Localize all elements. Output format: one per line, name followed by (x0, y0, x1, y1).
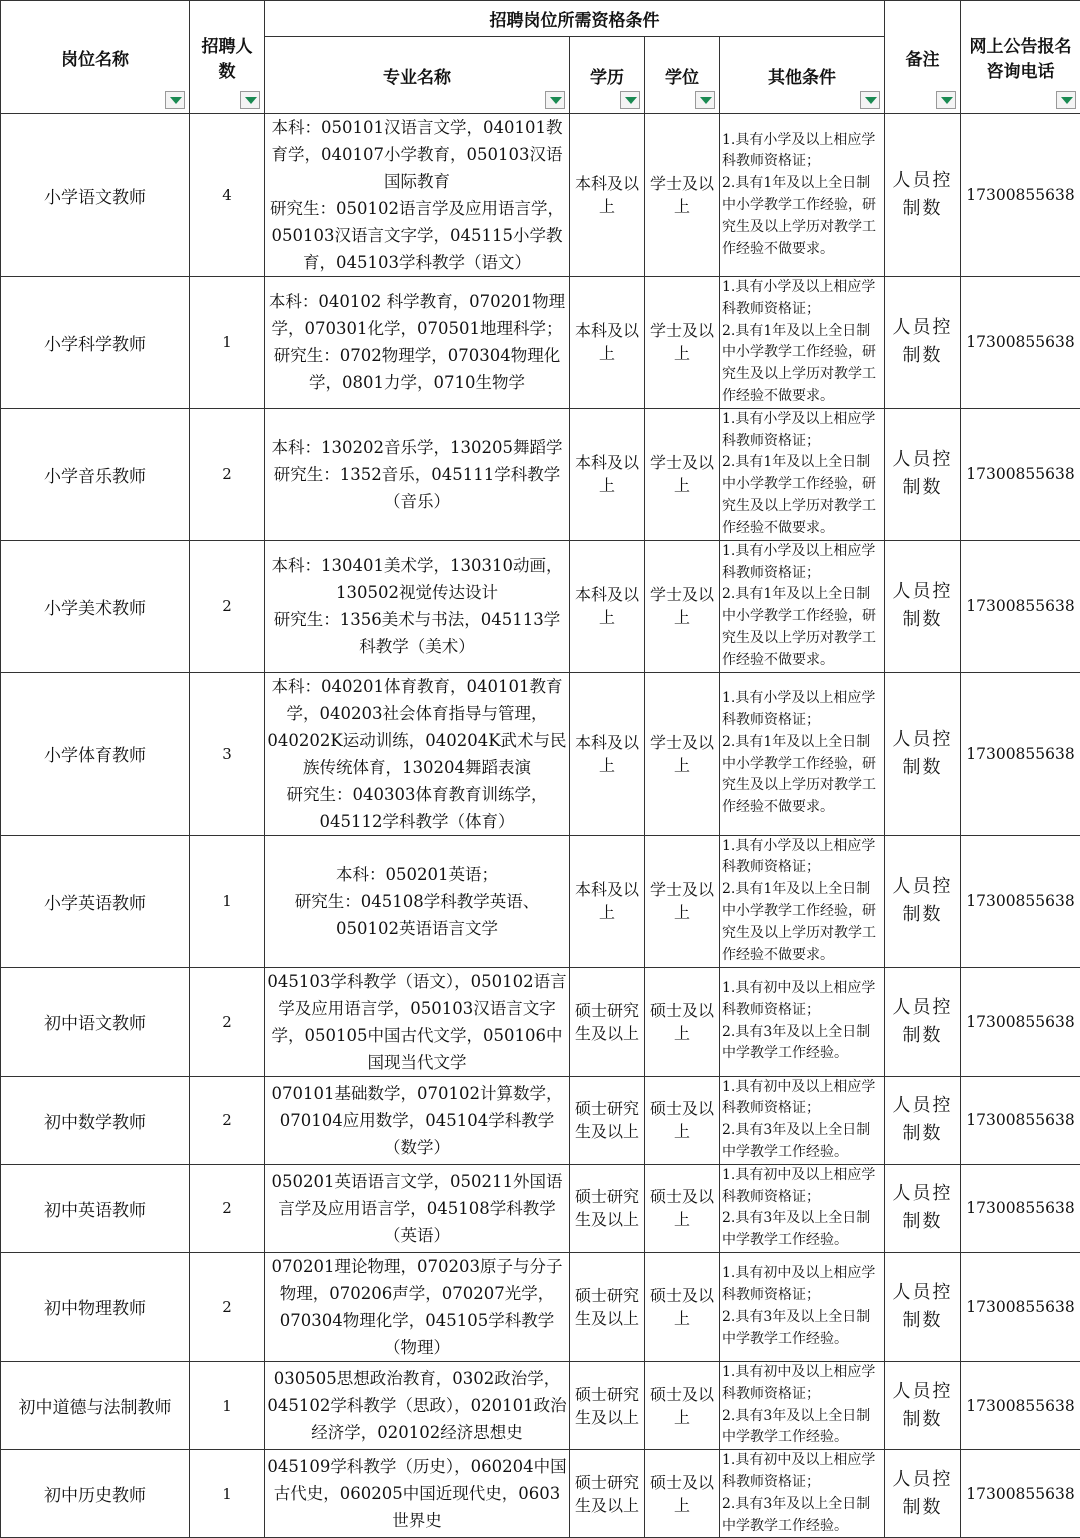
major-cell-line: 045109学科教学（历史），060204中国古代史，060205中国近现代史，0603世界史 (267, 1453, 567, 1534)
position-cell (1, 672, 190, 835)
degree-cell (645, 1361, 720, 1449)
note-cell (885, 1076, 961, 1164)
count-cell (190, 1076, 265, 1164)
count-cell-line: 2 (194, 1199, 260, 1217)
position-cell (1, 1076, 190, 1164)
table-row (1, 1450, 1080, 1538)
phone-cell-line: 17300855638 (965, 186, 1076, 204)
education-cell (570, 1450, 645, 1538)
filter-dropdown-icon[interactable] (695, 91, 715, 109)
count-cell-line: 1 (194, 892, 260, 910)
major-cell-line: 本科：050201英语； (267, 861, 567, 888)
phone-cell-line: 17300855638 (965, 597, 1076, 615)
major-cell (265, 835, 570, 967)
degree-cell-line: 硕士及以上 (647, 1097, 717, 1143)
note-cell-line: 人员控制数 (889, 1466, 956, 1522)
education-cell-line: 本科及以上 (572, 451, 642, 497)
major-cell (265, 114, 570, 277)
other-conditions-cell (720, 672, 885, 835)
major-cell-line: 本科：040201体育教育，040101教育学，040203社会体育指导与管理，040202K运动训练，040204K武术与民族传统体育，130204舞蹈表演 (267, 673, 567, 781)
phone-cell-line: 17300855638 (965, 892, 1076, 910)
education-cell (570, 408, 645, 540)
count-cell-line: 2 (194, 597, 260, 615)
phone-cell-line: 17300855638 (965, 465, 1076, 483)
position-cell-line: 初中物理教师 (5, 1294, 185, 1319)
other-conditions-cell-line: 1.具有初中及以上相应学科教师资格证； (722, 1165, 882, 1209)
header-education (570, 37, 645, 114)
major-cell-line: 研究生：1352音乐，045111学科教学（音乐） (267, 461, 567, 515)
position-cell-line: 小学语文教师 (5, 183, 185, 208)
count-cell (190, 1450, 265, 1538)
header-education-label: 学历 (590, 68, 624, 88)
education-cell-line: 本科及以上 (572, 172, 642, 218)
major-cell (265, 1450, 570, 1538)
degree-cell-line: 学士及以上 (647, 878, 717, 924)
filter-dropdown-icon[interactable] (1056, 91, 1076, 109)
phone-cell-line: 17300855638 (965, 1485, 1076, 1503)
phone-cell (961, 114, 1080, 277)
other-conditions-cell-line: 2.具有1年及以上全日制中小学教学工作经验，研究生及以上学历对教学工作经验不做要求。 (722, 173, 882, 260)
count-cell-line: 3 (194, 745, 260, 763)
count-cell (190, 967, 265, 1076)
note-cell-line: 人员控制数 (889, 1092, 956, 1148)
position-cell (1, 1252, 190, 1361)
note-cell-line: 人员控制数 (889, 726, 956, 782)
phone-cell (961, 1361, 1080, 1449)
education-cell-line: 本科及以上 (572, 731, 642, 777)
education-cell (570, 1361, 645, 1449)
major-cell (265, 277, 570, 409)
phone-cell-line: 17300855638 (965, 1013, 1076, 1031)
education-cell (570, 540, 645, 672)
filter-dropdown-icon[interactable] (620, 91, 640, 109)
count-cell-line: 2 (194, 1111, 260, 1129)
phone-cell (961, 1164, 1080, 1252)
header-count-label: 招聘人数 (202, 37, 253, 82)
other-conditions-cell-line: 2.具有3年及以上全日制中学教学工作经验。 (722, 1406, 882, 1450)
phone-cell-line: 17300855638 (965, 745, 1076, 763)
note-cell-line: 人员控制数 (889, 873, 956, 929)
other-conditions-cell (720, 1076, 885, 1164)
major-cell-line: 030505思想政治教育，0302政治学，045102学科教学（思政），020101政治经济学，020102经济思想史 (267, 1365, 567, 1446)
other-conditions-cell-line: 2.具有3年及以上全日制中学教学工作经验。 (722, 1307, 882, 1351)
note-cell (885, 1252, 961, 1361)
other-conditions-cell-line: 2.具有3年及以上全日制中学教学工作经验。 (722, 1120, 882, 1164)
phone-cell-line: 17300855638 (965, 333, 1076, 351)
other-conditions-cell (720, 1361, 885, 1449)
education-cell-line: 硕士研究生及以上 (572, 1284, 642, 1330)
major-cell (265, 540, 570, 672)
phone-cell (961, 1076, 1080, 1164)
education-cell (570, 835, 645, 967)
table-row (1, 408, 1080, 540)
major-cell (265, 1361, 570, 1449)
degree-cell-line: 硕士及以上 (647, 999, 717, 1045)
phone-cell (961, 672, 1080, 835)
other-conditions-cell-line: 2.具有1年及以上全日制中小学教学工作经验，研究生及以上学历对教学工作经验不做要求。 (722, 879, 882, 966)
degree-cell-line: 学士及以上 (647, 583, 717, 629)
other-conditions-cell-line: 1.具有初中及以上相应学科教师资格证； (722, 1362, 882, 1406)
major-cell-line: 研究生：1356美术与书法，045113学科教学（美术） (267, 606, 567, 660)
other-conditions-cell-line: 1.具有小学及以上相应学科教师资格证； (722, 836, 882, 880)
position-cell-line: 初中数学教师 (5, 1108, 185, 1133)
header-position-label: 岗位名称 (61, 50, 129, 70)
other-conditions-cell (720, 408, 885, 540)
degree-cell (645, 1164, 720, 1252)
count-cell-line: 2 (194, 1298, 260, 1316)
header-degree (645, 37, 720, 114)
table-row (1, 1164, 1080, 1252)
header-position (1, 1, 190, 114)
table-row (1, 277, 1080, 409)
major-cell-line: 070101基础数学，070102计算数学，070104应用数学，045104学科教学（数学） (267, 1080, 567, 1161)
note-cell-line: 人员控制数 (889, 167, 956, 223)
table-row (1, 1361, 1080, 1449)
degree-cell (645, 835, 720, 967)
other-conditions-cell (720, 114, 885, 277)
education-cell-line: 本科及以上 (572, 583, 642, 629)
note-cell (885, 835, 961, 967)
degree-cell (645, 1076, 720, 1164)
count-cell-line: 2 (194, 1013, 260, 1031)
degree-cell-line: 硕士及以上 (647, 1284, 717, 1330)
phone-cell-line: 17300855638 (965, 1111, 1076, 1129)
phone-cell (961, 1252, 1080, 1361)
filter-dropdown-icon[interactable] (545, 91, 565, 109)
major-cell-line: 研究生：045108学科教学英语、050102英语语言文学 (267, 888, 567, 942)
degree-cell-line: 硕士及以上 (647, 1383, 717, 1429)
header-other (720, 37, 885, 114)
major-cell (265, 967, 570, 1076)
education-cell-line: 本科及以上 (572, 319, 642, 365)
table-row (1, 114, 1080, 277)
header-note-label: 备注 (906, 50, 940, 70)
degree-cell-line: 硕士及以上 (647, 1185, 717, 1231)
phone-cell-line: 17300855638 (965, 1397, 1076, 1415)
major-cell-line: 研究生：050102语言学及应用语言学，050103汉语言文字学，045115小学教育，045103学科教学（语文） (267, 195, 567, 276)
phone-cell (961, 408, 1080, 540)
other-conditions-cell-line: 2.具有3年及以上全日制中学教学工作经验。 (722, 1494, 882, 1538)
position-cell-line: 小学体育教师 (5, 741, 185, 766)
other-conditions-cell (720, 277, 885, 409)
other-conditions-cell-line: 1.具有初中及以上相应学科教师资格证； (722, 1450, 882, 1494)
note-cell (885, 114, 961, 277)
education-cell-line: 硕士研究生及以上 (572, 1471, 642, 1517)
phone-cell (961, 835, 1080, 967)
degree-cell-line: 学士及以上 (647, 451, 717, 497)
note-cell (885, 672, 961, 835)
other-conditions-cell-line: 1.具有小学及以上相应学科教师资格证； (722, 277, 882, 321)
table-row (1, 967, 1080, 1076)
degree-cell-line: 学士及以上 (647, 319, 717, 365)
position-cell-line: 小学英语教师 (5, 889, 185, 914)
phone-cell (961, 540, 1080, 672)
other-conditions-cell-line: 2.具有1年及以上全日制中小学教学工作经验，研究生及以上学历对教学工作经验不做要求。 (722, 452, 882, 539)
education-cell-line: 硕士研究生及以上 (572, 1185, 642, 1231)
position-cell (1, 1164, 190, 1252)
other-conditions-cell-line: 1.具有小学及以上相应学科教师资格证； (722, 130, 882, 174)
count-cell (190, 114, 265, 277)
position-cell (1, 540, 190, 672)
count-cell-line: 2 (194, 465, 260, 483)
major-cell-line: 本科：130401美术学，130310动画，130502视觉传达设计 (267, 552, 567, 606)
note-cell (885, 1361, 961, 1449)
table-body (1, 114, 1080, 1538)
filter-dropdown-icon[interactable] (240, 91, 260, 109)
position-cell (1, 967, 190, 1076)
count-cell (190, 540, 265, 672)
position-cell (1, 1361, 190, 1449)
other-conditions-cell-line: 1.具有小学及以上相应学科教师资格证； (722, 541, 882, 585)
degree-cell (645, 672, 720, 835)
major-cell-line: 研究生：0702物理学，070304物理化学，0801力学，0710生物学 (267, 342, 567, 396)
note-cell (885, 408, 961, 540)
other-conditions-cell-line: 2.具有3年及以上全日制中学教学工作经验。 (722, 1022, 882, 1066)
note-cell-line: 人员控制数 (889, 1180, 956, 1236)
major-cell-line: 045103学科教学（语文），050102语言学及应用语言学，050103汉语言文字学，050105中国古代文学，050106中国现当代文学 (267, 968, 567, 1076)
other-conditions-cell (720, 1164, 885, 1252)
count-cell (190, 1361, 265, 1449)
education-cell-line: 本科及以上 (572, 878, 642, 924)
other-conditions-cell-line: 2.具有1年及以上全日制中小学教学工作经验，研究生及以上学历对教学工作经验不做要求。 (722, 584, 882, 671)
other-conditions-cell-line: 1.具有小学及以上相应学科教师资格证； (722, 409, 882, 453)
major-cell-line: 本科：130202音乐学，130205舞蹈学 (267, 434, 567, 461)
count-cell-line: 1 (194, 1397, 260, 1415)
education-cell (570, 672, 645, 835)
position-cell-line: 初中英语教师 (5, 1196, 185, 1221)
other-conditions-cell-line: 2.具有3年及以上全日制中学教学工作经验。 (722, 1208, 882, 1252)
education-cell (570, 967, 645, 1076)
degree-cell (645, 277, 720, 409)
table-row (1, 1076, 1080, 1164)
major-cell-line: 050201英语语言文学，050211外国语言学及应用语言学，045108学科教学（英语） (267, 1168, 567, 1249)
degree-cell (645, 1450, 720, 1538)
header-other-label: 其他条件 (768, 68, 836, 88)
count-cell (190, 1164, 265, 1252)
position-cell (1, 408, 190, 540)
filter-dropdown-icon[interactable] (936, 91, 956, 109)
major-cell (265, 408, 570, 540)
note-cell-line: 人员控制数 (889, 578, 956, 634)
table-row (1, 835, 1080, 967)
major-cell-line: 研究生：040303体育教育训练学，045112学科教学（体育） (267, 781, 567, 835)
table-row (1, 672, 1080, 835)
major-cell-line: 本科：040102 科学教育，070201物理学，070301化学，070501地理科学； (267, 288, 567, 342)
header-qualification-group: 招聘岗位所需资格条件 (265, 1, 885, 37)
degree-cell-line: 学士及以上 (647, 172, 717, 218)
education-cell (570, 1252, 645, 1361)
education-cell (570, 1164, 645, 1252)
phone-cell (961, 1450, 1080, 1538)
other-conditions-cell-line: 2.具有1年及以上全日制中小学教学工作经验，研究生及以上学历对教学工作经验不做要求。 (722, 732, 882, 819)
header-phone-label: 网上公告报名咨询电话 (970, 37, 1072, 82)
note-cell (885, 967, 961, 1076)
major-cell (265, 672, 570, 835)
other-conditions-cell (720, 1252, 885, 1361)
phone-cell (961, 967, 1080, 1076)
note-cell-line: 人员控制数 (889, 314, 956, 370)
note-cell-line: 人员控制数 (889, 994, 956, 1050)
count-cell-line: 1 (194, 1485, 260, 1503)
header-degree-label: 学位 (665, 68, 699, 88)
note-cell-line: 人员控制数 (889, 1279, 956, 1335)
table-row (1, 540, 1080, 672)
position-cell-line: 小学科学教师 (5, 330, 185, 355)
position-cell-line: 初中道德与法制教师 (5, 1393, 185, 1418)
position-cell-line: 初中历史教师 (5, 1481, 185, 1506)
position-cell (1, 1450, 190, 1538)
other-conditions-cell-line: 1.具有初中及以上相应学科教师资格证； (722, 1263, 882, 1307)
other-conditions-cell (720, 835, 885, 967)
major-cell-line: 本科：050101汉语言文学，040101教育学，040107小学教育，050103汉语国际教育 (267, 114, 567, 195)
degree-cell (645, 114, 720, 277)
position-cell-line: 初中语文教师 (5, 1009, 185, 1034)
header-major-label: 专业名称 (383, 68, 451, 88)
position-cell-line: 小学美术教师 (5, 594, 185, 619)
position-cell-line: 小学音乐教师 (5, 462, 185, 487)
major-cell (265, 1164, 570, 1252)
position-cell (1, 835, 190, 967)
table-row (1, 1252, 1080, 1361)
count-cell (190, 672, 265, 835)
count-cell-line: 4 (194, 186, 260, 204)
note-cell-line: 人员控制数 (889, 446, 956, 502)
note-cell (885, 540, 961, 672)
other-conditions-cell (720, 540, 885, 672)
other-conditions-cell-line: 2.具有1年及以上全日制中小学教学工作经验，研究生及以上学历对教学工作经验不做要求。 (722, 321, 882, 408)
position-cell (1, 277, 190, 409)
phone-cell (961, 277, 1080, 409)
count-cell (190, 1252, 265, 1361)
phone-cell-line: 17300855638 (965, 1298, 1076, 1316)
degree-cell (645, 408, 720, 540)
education-cell (570, 1076, 645, 1164)
filter-dropdown-icon[interactable] (860, 91, 880, 109)
degree-cell (645, 540, 720, 672)
note-cell (885, 1450, 961, 1538)
header-note (885, 1, 961, 114)
note-cell (885, 277, 961, 409)
position-cell (1, 114, 190, 277)
education-cell-line: 硕士研究生及以上 (572, 999, 642, 1045)
filter-dropdown-icon[interactable] (165, 91, 185, 109)
major-cell-line: 070201理论物理，070203原子与分子物理，070206声学，070207光学，070304物理化学，045105学科教学（物理） (267, 1253, 567, 1361)
count-cell (190, 277, 265, 409)
other-conditions-cell-line: 1.具有初中及以上相应学科教师资格证； (722, 978, 882, 1022)
major-cell (265, 1076, 570, 1164)
header-major (265, 37, 570, 114)
other-conditions-cell (720, 967, 885, 1076)
degree-cell (645, 967, 720, 1076)
other-conditions-cell-line: 1.具有初中及以上相应学科教师资格证； (722, 1077, 882, 1121)
education-cell-line: 硕士研究生及以上 (572, 1383, 642, 1429)
education-cell-line: 硕士研究生及以上 (572, 1097, 642, 1143)
other-conditions-cell (720, 1450, 885, 1538)
count-cell (190, 408, 265, 540)
degree-cell (645, 1252, 720, 1361)
education-cell (570, 277, 645, 409)
major-cell (265, 1252, 570, 1361)
note-cell-line: 人员控制数 (889, 1378, 956, 1434)
other-conditions-cell-line: 1.具有小学及以上相应学科教师资格证； (722, 688, 882, 732)
header-phone (961, 1, 1080, 114)
header-count (190, 1, 265, 114)
degree-cell-line: 学士及以上 (647, 731, 717, 777)
degree-cell-line: 硕士及以上 (647, 1471, 717, 1517)
education-cell (570, 114, 645, 277)
note-cell (885, 1164, 961, 1252)
count-cell-line: 1 (194, 333, 260, 351)
count-cell (190, 835, 265, 967)
phone-cell-line: 17300855638 (965, 1199, 1076, 1217)
